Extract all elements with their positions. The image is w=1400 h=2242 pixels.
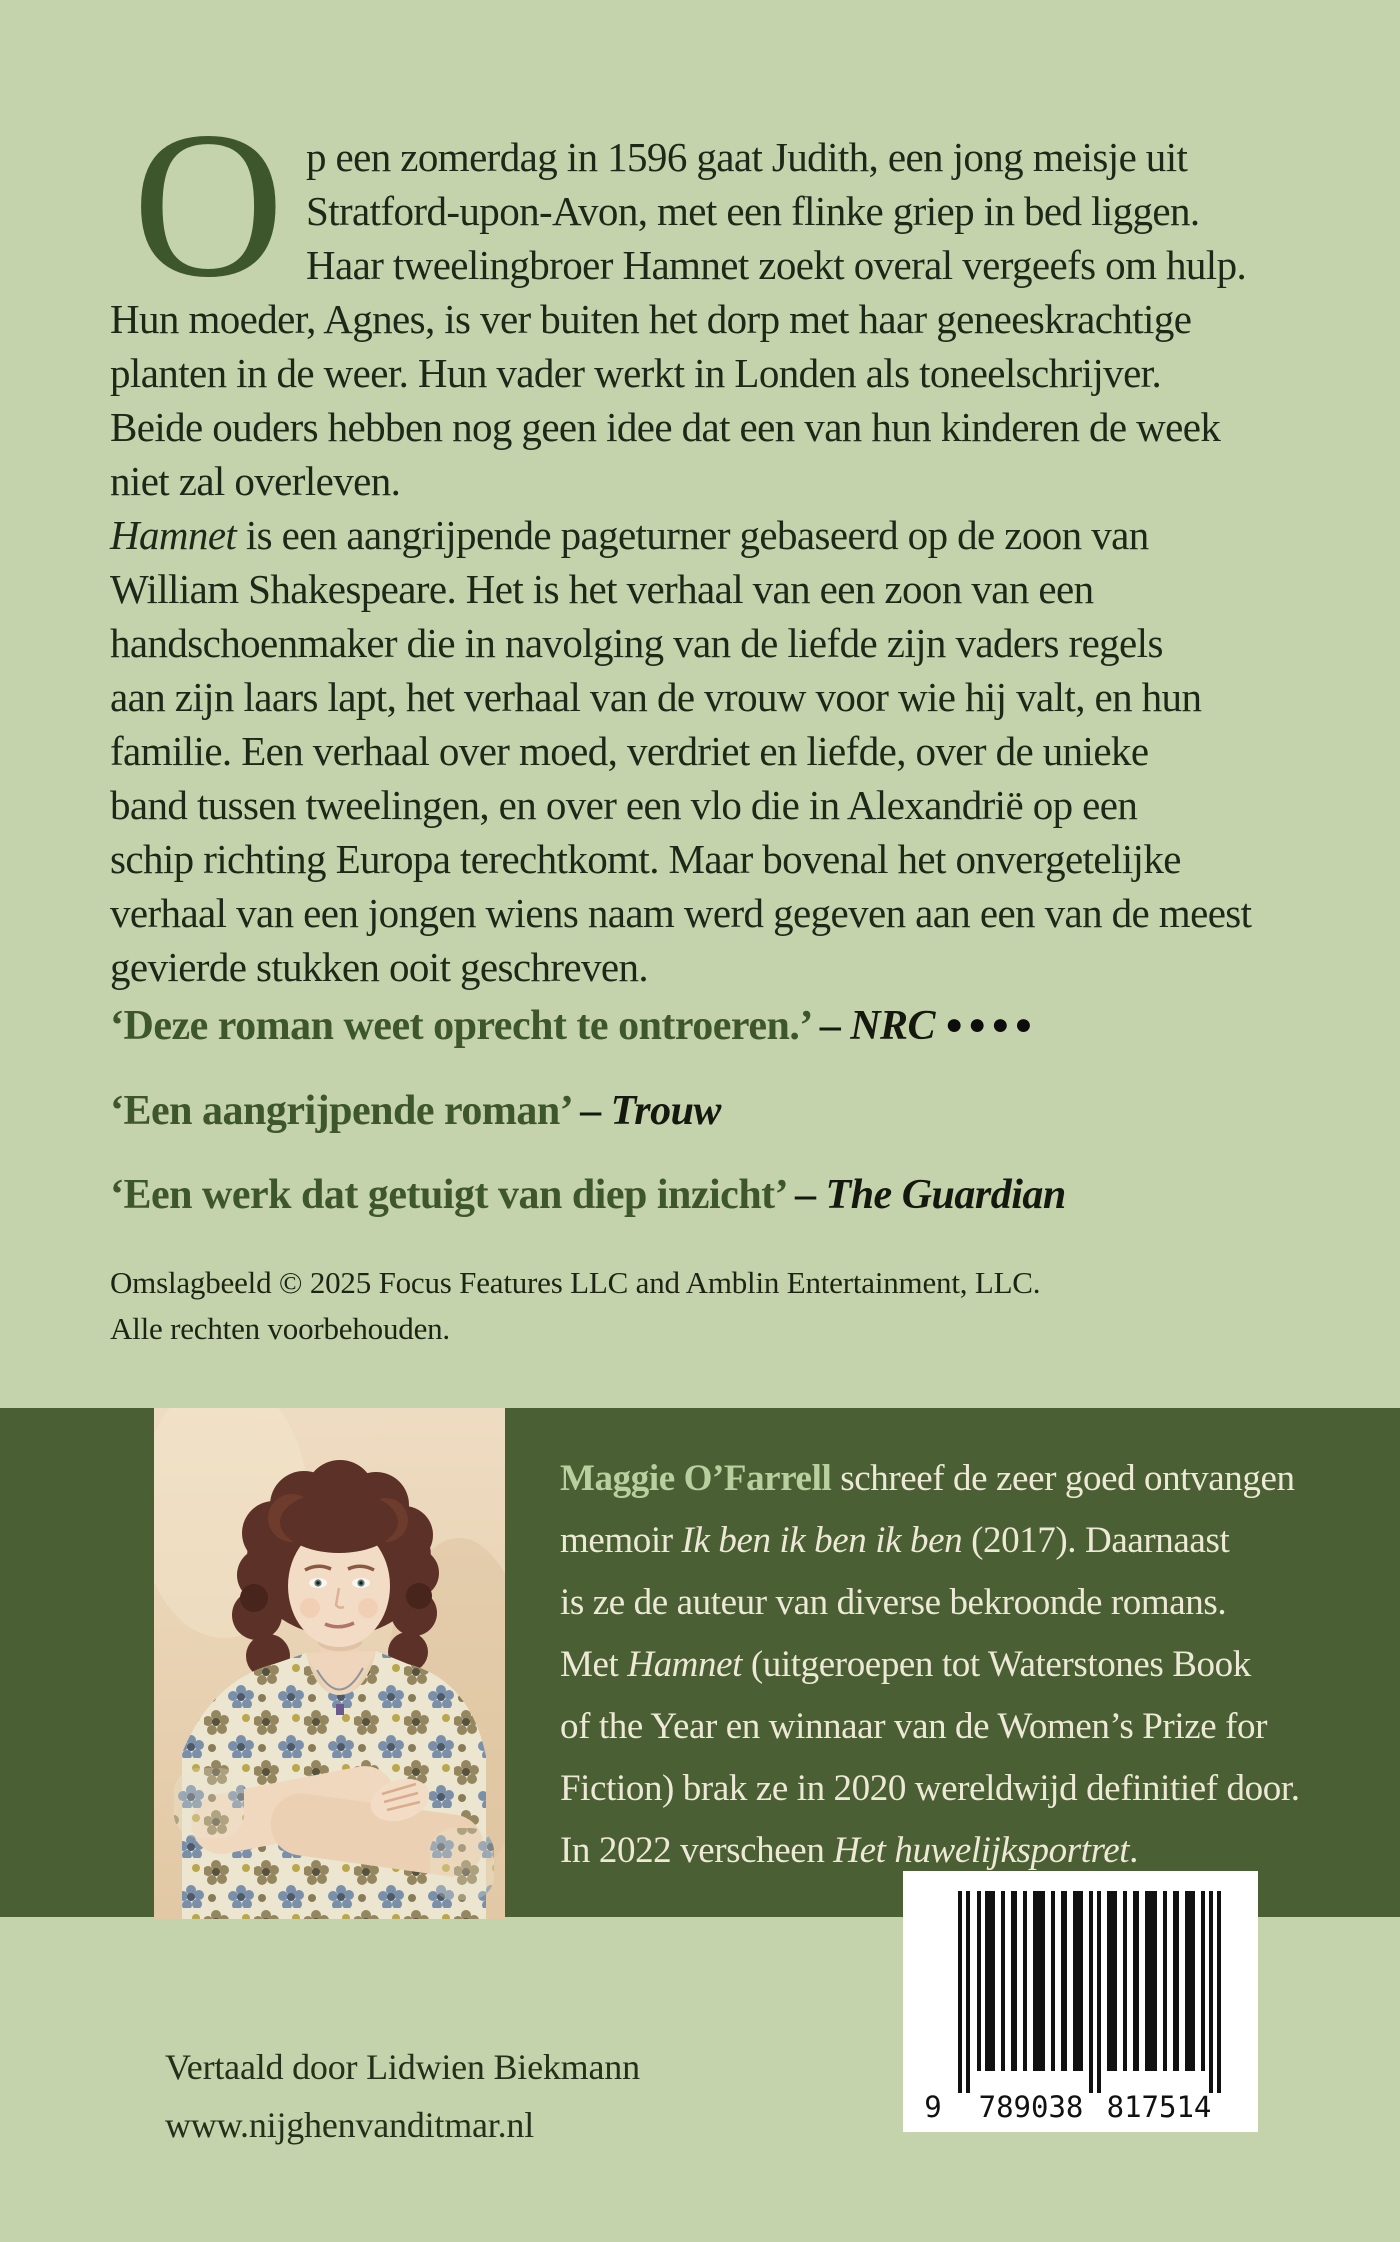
author-photo [154, 1408, 505, 1919]
pendant [336, 1704, 344, 1715]
isbn-barcode [903, 1871, 1258, 2132]
press-quote-trouw: ‘Een aangrijpende roman’ – Trouw [110, 1087, 721, 1134]
barcode-digit-group-2: 789038 [978, 2090, 1084, 2124]
synopsis [110, 89, 1305, 994]
barcode-graphic [903, 1871, 1258, 2132]
press-quotes [110, 1002, 1330, 1256]
footer-imprint: Vertaald door Lidwien Biekmann www.nijghenvanditmar.nl [165, 2047, 640, 2145]
barcode-digit-group-3: 817514 [1106, 2090, 1212, 2124]
drop-cap: O [132, 89, 284, 321]
author-bio: Maggie O’Farrell schreef de zeer goed ontvangen memoir Ik ben ik ben ik ben (2017). Daarnaast is ze de auteur van diverse bekroonde romans. Met Hamnet (uitgeroepen tot Waterstones Book of the Year en winnaar van de Women’s Prize for Fiction) brak ze in 2020 wereldwijd definitief door. In 2022 verscheen Het huwelijksportret. [560, 1458, 1300, 1871]
press-quote-nrc: ‘Deze roman weet oprecht te ontroeren.’ – NRC ●●●● [110, 1003, 1038, 1049]
synopsis-text: p een zomerdag in 1596 gaat Judith, een jong meisje uit Stratford-upon-Avon, met een flinke griep in bed liggen. Haar tweelingbroer Hamnet zoekt overal vergeefs om hulp. Hun moeder, Agnes, is ver buiten het dorp met haar geneeskrachtige planten in de weer. Hun vader werkt in Londen als toneelschrijver. Beide ouders hebben nog geen idee dat een van hun kinderen de week niet zal overleven. Hamnet is een aangrijpende pageturner gebaseerd op de zoon van William Shakespeare. Het is het verhaal van een zoon van een handschoenmaker die in navolging van de liefde zijn vaders regels aan zijn laars lapt, het verhaal van de vrouw voor wie hij valt, en hun familie. Een verhaal over moed, verdriet en liefde, over de unieke band tussen tweelingen, en over een vlo die in Alexandrië op een schip richting Europa terechtkomt. Maar bovenal het onvergetelijke verhaal van een jongen wiens naam werd gegeven aan een van de meest gevierde stukken ooit geschreven. [110, 134, 1252, 990]
cover-credits: Omslagbeeld © 2025 Focus Features LLC and Amblin Entertainment, LLC. Alle rechten voorbehouden. [110, 1265, 1041, 1346]
author-portrait-illustration [154, 1408, 505, 1919]
barcode-digit-group-1: 9 [924, 2090, 942, 2124]
press-quote-guardian: ‘Een werk dat getuigt van diep inzicht’ – The Guardian [110, 1172, 1066, 1219]
